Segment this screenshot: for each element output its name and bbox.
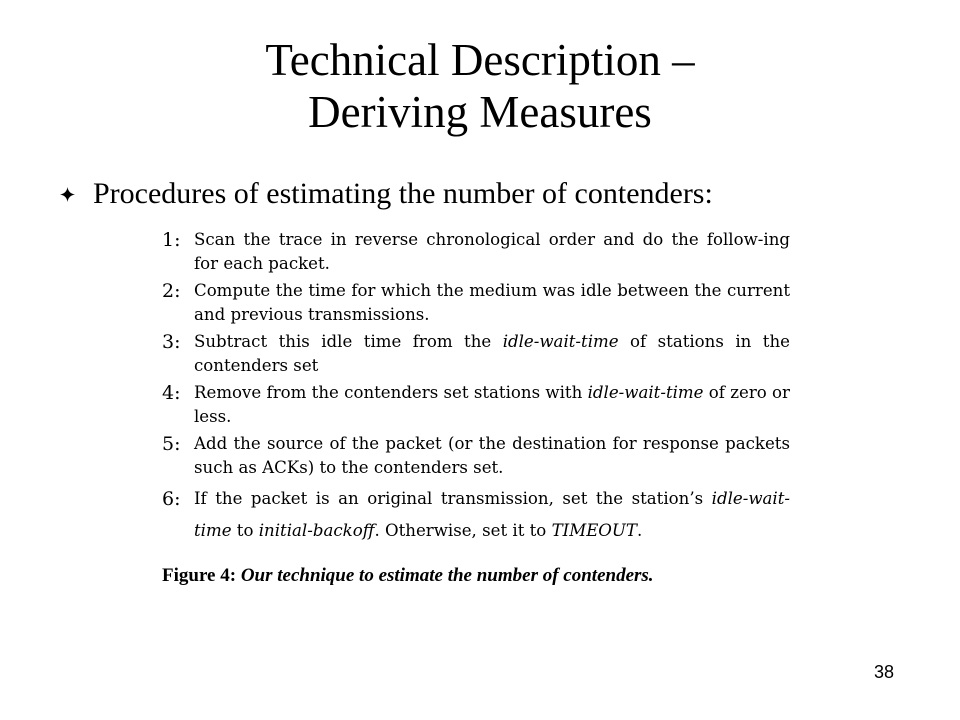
step-number: 4: xyxy=(162,382,181,404)
step-text-part: . Otherwise, set it to xyxy=(374,521,552,540)
bullet-item xyxy=(60,174,713,214)
step-text xyxy=(194,330,790,378)
step-text xyxy=(194,483,790,547)
procedure-step xyxy=(162,228,790,276)
page-number: 38 xyxy=(874,662,895,682)
procedure-step xyxy=(162,483,790,547)
slide-title-line-1: Technical Description – xyxy=(265,35,695,85)
step-text xyxy=(194,228,790,276)
step-text-part: of stations in the contenders set xyxy=(194,332,790,375)
step-term: idle-wait-time xyxy=(194,489,790,540)
procedure-step xyxy=(162,279,790,327)
slide-title-line-2: Deriving Measures xyxy=(308,87,652,137)
step-text xyxy=(194,279,790,327)
procedure-step xyxy=(162,432,790,480)
step-number: 2: xyxy=(162,280,181,302)
procedure-step xyxy=(162,330,790,378)
step-number: 1: xyxy=(162,229,181,251)
step-text-part: . xyxy=(636,521,643,540)
step-text-part: Compute the time for which the medium was idle between the current and previous transmissions. xyxy=(194,281,790,324)
step-text xyxy=(194,381,790,429)
step-text-part: Subtract this idle time from the xyxy=(194,332,503,351)
step-text xyxy=(194,432,790,480)
procedure-steps xyxy=(162,228,790,550)
bullet-text: Procedures of estimating the number of contenders: xyxy=(93,177,713,210)
step-number: 3: xyxy=(162,331,181,353)
step-term: TIMEOUT xyxy=(551,521,637,540)
step-term: idle-wait-time xyxy=(587,383,704,402)
step-term: idle-wait-time xyxy=(502,332,619,351)
figure-caption-text: Our technique to estimate the number of contenders. xyxy=(240,565,654,586)
diamond-bullet-icon xyxy=(60,187,75,202)
figure-caption-label: Figure 4: xyxy=(162,565,241,586)
slide-title xyxy=(0,34,960,138)
step-term: initial-backoff xyxy=(258,521,375,540)
procedure-step xyxy=(162,381,790,429)
step-text-part: of zero or less. xyxy=(194,383,790,426)
figure-caption xyxy=(162,562,654,590)
step-text-part: Add the source of the packet (or the destination for response packets such as ACKs) to the contenders set. xyxy=(194,434,790,477)
step-text-part: to xyxy=(231,521,259,540)
step-number: 5: xyxy=(162,433,181,455)
step-text-part: Scan the trace in reverse chronological order and do the follow-ing for each packet. xyxy=(194,230,790,273)
step-text-part: If the packet is an original transmission, set the station’s xyxy=(194,489,712,508)
step-text-part: Remove from the contenders set stations with xyxy=(194,383,588,402)
step-number: 6: xyxy=(162,488,181,510)
